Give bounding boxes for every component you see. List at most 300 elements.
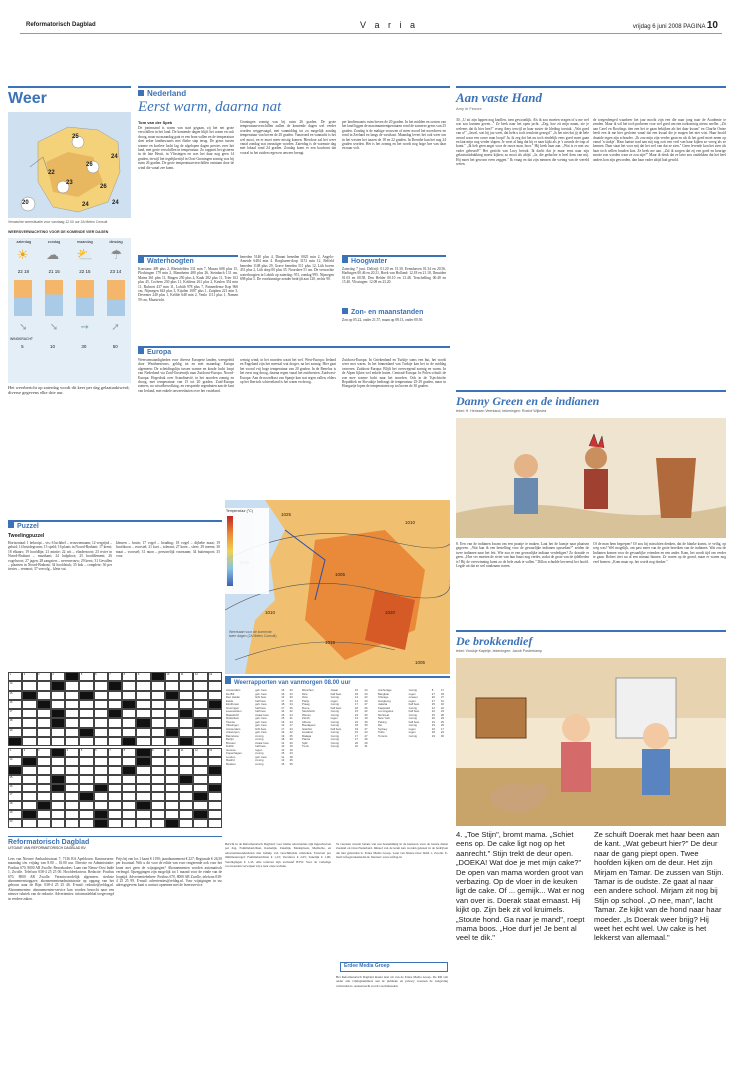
grid-cell xyxy=(22,691,36,700)
grid-cell[interactable] xyxy=(208,792,222,801)
grid-cell[interactable] xyxy=(122,681,136,690)
grid-cell[interactable] xyxy=(193,819,207,828)
grid-cell[interactable] xyxy=(151,810,165,819)
grid-cell[interactable] xyxy=(136,792,150,801)
grid-cell[interactable] xyxy=(151,757,165,766)
danny-credits: tekst: H. Henssen Veenland, tekeningen: Roelof Wijkstra xyxy=(456,409,547,413)
grid-cell[interactable] xyxy=(22,766,36,775)
grid-cell[interactable] xyxy=(94,709,108,718)
grid-cell[interactable]: 2 xyxy=(22,748,36,757)
grid-cell[interactable] xyxy=(51,792,65,801)
grid-cell[interactable] xyxy=(179,792,193,801)
grid-cell[interactable] xyxy=(94,737,108,746)
grid-cell[interactable]: 4 xyxy=(65,748,79,757)
grid-cell[interactable] xyxy=(122,775,136,784)
grid-cell[interactable] xyxy=(22,819,36,828)
grid-cell[interactable] xyxy=(65,681,79,690)
rain-cloud-icon: ☂ xyxy=(110,247,123,262)
grid-cell[interactable] xyxy=(65,784,79,793)
grid-cell[interactable]: 9 xyxy=(151,748,165,757)
grid-cell[interactable] xyxy=(37,784,51,793)
grid-cell[interactable] xyxy=(165,709,179,718)
grid-cell xyxy=(79,792,93,801)
colofon-body-1: Lees van Nieuwe Ambachtsstraat 7; 7136 RA Apeldoorn. Kantooruren: maandag t/m vrijdag van 8.00 – 16.00 uur. Directie en Administratie: Postbus 670, 8000 AR Zwolle; Bezoekadres: Laan van Nieuw-Oost Indië 1, Zwolle. Telefoon 038-4 25 25 00. Hoofdredacteur. Redactie: Postbus 670, 8000 AR Zwolle. Verantwoordelijk algemeen: sterkste abonnementsopgave, abonnementenadministratie op opgang van het gebouw naar de Rijn: 038-4 25 25 46. E-mail: redactie@refdag.nl. Abonnementen: abonnementen-service kan worden bezocht naar een nieuwe rubriek van de redactie. Advertenties: informatieblad toegevoegd in verdere zaken. xyxy=(8,857,114,901)
grid-cell[interactable] xyxy=(208,775,222,784)
grid-cell[interactable] xyxy=(65,766,79,775)
grid-cell[interactable]: 5 xyxy=(79,672,93,681)
grid-cell[interactable] xyxy=(65,819,79,828)
grid-cell[interactable] xyxy=(79,766,93,775)
day-label: zaterdag xyxy=(16,240,32,244)
grid-cell[interactable]: 9 xyxy=(136,672,150,681)
grid-cell[interactable] xyxy=(108,757,122,766)
grid-cell[interactable] xyxy=(22,700,36,709)
map-temp: 26 xyxy=(100,184,107,190)
grid-cell[interactable] xyxy=(151,700,165,709)
grid-cell[interactable] xyxy=(193,691,207,700)
temp-pair: 22 18 xyxy=(17,269,30,274)
grid-cell[interactable]: 15 xyxy=(8,775,22,784)
puzzel-clues-col2: kleuren – bruin; 17 vogel – houding; 18 vogel – dijbebe maat; 19 hoofdtoon – voorstel; 21 kort – tolerant; 27 koen – sfeer; 29 ineens; 30 maat – voorstel; 31 nuon – personelijk voornaam; 34 buitensport; 35 voor. xyxy=(116,541,220,559)
grid-cell[interactable] xyxy=(165,757,179,766)
grid-cell[interactable] xyxy=(94,718,108,727)
page-header xyxy=(20,18,722,34)
grid-cell[interactable] xyxy=(51,766,65,775)
grid-cell[interactable] xyxy=(193,801,207,810)
grid-cell[interactable]: 4 xyxy=(51,672,65,681)
grid-cell[interactable] xyxy=(65,801,79,810)
grid-cell[interactable] xyxy=(179,819,193,828)
grid-cell[interactable] xyxy=(94,775,108,784)
grid-cell[interactable]: 13 xyxy=(208,748,222,757)
grid-cell[interactable] xyxy=(122,728,136,737)
grid-cell[interactable] xyxy=(165,775,179,784)
grid-cell[interactable]: 15 xyxy=(8,691,22,700)
wind-arrow-icon: ➚ xyxy=(111,322,120,333)
day-label: zondag xyxy=(47,240,61,244)
grid-cell[interactable] xyxy=(122,801,136,810)
erdee-logo: Erdee Media Groep xyxy=(340,962,448,972)
grid-cell[interactable] xyxy=(108,810,122,819)
grid-cell xyxy=(37,801,51,810)
grid-cell[interactable]: 12 xyxy=(193,672,207,681)
brokkendief-illustration xyxy=(456,658,726,826)
grid-cell[interactable] xyxy=(94,801,108,810)
danny-illustration xyxy=(456,418,726,538)
grid-cell[interactable] xyxy=(65,775,79,784)
grid-cell[interactable] xyxy=(65,757,79,766)
indian-scene-illustration xyxy=(456,418,726,538)
grid-cell[interactable] xyxy=(136,691,150,700)
grid-cell xyxy=(51,748,65,757)
map-temp: 23 xyxy=(66,180,73,186)
grid-cell xyxy=(151,672,165,681)
puzzel-grid-2[interactable] xyxy=(8,748,222,828)
grid-cell[interactable] xyxy=(79,784,93,793)
grid-cell[interactable]: 1 xyxy=(8,748,22,757)
grid-cell[interactable]: 11 xyxy=(179,748,193,757)
grid-cell[interactable] xyxy=(165,737,179,746)
grid-cell[interactable]: 20 xyxy=(8,819,22,828)
grid-cell[interactable] xyxy=(37,757,51,766)
grid-cell[interactable] xyxy=(151,709,165,718)
grid-cell[interactable] xyxy=(37,766,51,775)
grid-cell[interactable] xyxy=(79,801,93,810)
grid-cell xyxy=(193,718,207,727)
grid-cell[interactable] xyxy=(51,737,65,746)
wind-label: WINDKRACHT xyxy=(10,337,33,341)
grid-cell[interactable] xyxy=(136,766,150,775)
grid-cell xyxy=(136,748,150,757)
grid-cell[interactable]: 18 xyxy=(8,718,22,727)
grid-cell[interactable] xyxy=(193,775,207,784)
grid-cell[interactable] xyxy=(108,766,122,775)
grid-cell[interactable] xyxy=(179,718,193,727)
grid-cell[interactable] xyxy=(122,757,136,766)
grid-cell xyxy=(79,728,93,737)
grid-cell[interactable] xyxy=(208,801,222,810)
grid-cell xyxy=(193,810,207,819)
grid-cell[interactable] xyxy=(94,792,108,801)
grid-cell[interactable] xyxy=(108,737,122,746)
nederland-body-col3: per landinwaarts ruim boven de 20 graden. In het midden en oosten van het land liggen de maximumtemperaturen rond de zomerse grens van 25 graden. Zondag is de makige vrouwen of meer noord het noordwest en rond in Zeeland en langs de westkust. Maandag levert het ook weer om in het westen het tussen de 18 en 22 graden. In Drenthe kan het nog 24 graden worden. Het is het zonnig en het wordt nog hoge hoe van daar en naar volt. xyxy=(342,120,446,151)
grid-cell[interactable] xyxy=(79,718,93,727)
grid-cell[interactable] xyxy=(37,709,51,718)
hoogwater-title: Hoogwater xyxy=(351,258,388,265)
grid-cell[interactable] xyxy=(108,775,122,784)
brokkendief-section xyxy=(456,630,726,653)
zon-title: Zon- en maanstanden xyxy=(351,309,424,316)
grid-cell[interactable] xyxy=(94,691,108,700)
colofon-body-2: Prijs bij een los 1 kaart € 1190; jaarabonnement € 227; Regionale € 26,50 per kwartaal. Wilt u dit voor de editie van voor reagerende ook voor het krant met geen de wijzigingen? Abonnementen worden automatisch verlengd. Opzeggingen zijn mogelijk tot 1 maand voor de einde van de looptijd. Advertentiebeheer: Postbus 670, 8000 AR Zwolle, telefoon 038-4 25 25 99. E-mail: advertenties@refdag.nl. Voor wijzigingen in uw adresgegevens kunt u contact opnemen met de lezersservice. xyxy=(116,857,222,888)
grid-cell[interactable]: 14 xyxy=(8,681,22,690)
grid-cell[interactable] xyxy=(108,728,122,737)
grid-cell[interactable] xyxy=(136,784,150,793)
grid-cell[interactable]: 16 xyxy=(8,784,22,793)
rain-value: 30 xyxy=(81,344,87,349)
grid-cell[interactable]: 6 xyxy=(94,748,108,757)
grid-cell[interactable] xyxy=(37,775,51,784)
grid-cell[interactable] xyxy=(151,691,165,700)
grid-cell xyxy=(8,766,22,775)
waterhoogten-title: Waterhoogten xyxy=(147,258,194,265)
grid-cell[interactable] xyxy=(208,737,222,746)
grid-cell[interactable] xyxy=(94,728,108,737)
sun-cloud-icon: ⛅ xyxy=(76,247,93,262)
header-section: V a r i a xyxy=(360,20,419,30)
grid-cell[interactable] xyxy=(51,810,65,819)
grid-cell[interactable]: 13 xyxy=(208,672,222,681)
grid-cell[interactable] xyxy=(165,792,179,801)
grid-cell[interactable] xyxy=(208,718,222,727)
wind-arrow-icon: ➙ xyxy=(80,322,90,333)
grid-cell[interactable] xyxy=(79,681,93,690)
europa-title: Europa xyxy=(147,349,172,356)
grid-cell[interactable]: 8 xyxy=(122,672,136,681)
grid-cell[interactable]: 3 xyxy=(37,748,51,757)
grid-cell[interactable] xyxy=(108,718,122,727)
map-temp: 22 xyxy=(48,170,55,176)
grid-cell[interactable] xyxy=(151,718,165,727)
grid-cell[interactable] xyxy=(136,681,150,690)
grid-cell xyxy=(208,784,222,793)
grid-cell[interactable] xyxy=(22,728,36,737)
grid-cell xyxy=(51,718,65,727)
grid-cell[interactable] xyxy=(51,691,65,700)
grid-cell[interactable]: 7 xyxy=(108,748,122,757)
grid-cell[interactable] xyxy=(165,766,179,775)
grid-cell[interactable] xyxy=(136,709,150,718)
grid-cell xyxy=(122,700,136,709)
grid-cell[interactable] xyxy=(179,681,193,690)
grid-cell xyxy=(94,810,108,819)
grid-cell xyxy=(165,819,179,828)
grid-cell xyxy=(193,792,207,801)
grid-cell[interactable] xyxy=(79,709,93,718)
grid-cell[interactable] xyxy=(79,819,93,828)
grid-cell xyxy=(65,672,79,681)
forecast-panel xyxy=(8,238,131,383)
grid-cell xyxy=(165,728,179,737)
grid-cell[interactable] xyxy=(179,757,193,766)
grid-cell[interactable]: 2 xyxy=(22,672,36,681)
grid-cell[interactable]: 16 xyxy=(8,700,22,709)
wind-arrow-icon: ➘ xyxy=(19,322,28,333)
grid-cell[interactable] xyxy=(22,801,36,810)
grid-cell[interactable]: 19 xyxy=(8,728,22,737)
grid-cell xyxy=(51,709,65,718)
grid-cell[interactable] xyxy=(122,709,136,718)
grid-cell[interactable] xyxy=(179,728,193,737)
grid-cell[interactable] xyxy=(151,792,165,801)
temp-pair: 23 14 xyxy=(109,269,122,274)
header-paper: Reformatorisch Dagblad xyxy=(26,22,96,28)
grid-cell[interactable] xyxy=(151,819,165,828)
grid-cell[interactable] xyxy=(37,728,51,737)
grid-cell[interactable]: 11 xyxy=(179,672,193,681)
colofon-paper: Reformatorisch Dagblad xyxy=(8,839,90,846)
nederland-body-col2: Groningen zonnig was bij ruim 26 graden. De grote temperatuurverschillen zullen de komende dagen wel verder worden weggevaagd, met vanmiddag tot zo mogelijk zondag temperatuur van boven de 20 graden. Vanavond en vannacht is het wel mooi, en er moet meer mistig komen. Hierdoor zal het weer vanaf zondag wat onrustiger worden. Zaterdag is de warmste dag met lokaal rond 24 graden. Zondag komt er een koufront dat vooral in het zuiden regen en onweer brengt. xyxy=(240,120,336,155)
grid-cell[interactable] xyxy=(22,784,36,793)
grid-cell[interactable] xyxy=(179,810,193,819)
grid-cell[interactable] xyxy=(179,691,193,700)
grid-cell[interactable] xyxy=(151,728,165,737)
grid-cell[interactable] xyxy=(37,810,51,819)
grid-cell[interactable] xyxy=(208,728,222,737)
grid-cell[interactable]: 6 xyxy=(94,672,108,681)
grid-cell[interactable]: 17 xyxy=(8,709,22,718)
danny-text-col1: 8. Een van de indianen kwam om een praatje te maken. Laat het de kansje naar plaatsen gegeven. „Wat kan ik een bestelling voor de gevaarlijke indianen opzoeken?" zeiden de twee indianen naar het feit. Wie zou er een gevaarlijke indiaan verdedigen? Zo draaide er geen. „Hoe ver moeten de rivier van hun buurt nog verder, zodat de grote van de ijdelheden is? Bij de overwinning komt zo de hele zaak te vallen." Dillon schudde bevreesd het hoofd. Legde uit dat ze wel raadzaam waren. xyxy=(456,542,589,569)
grid-cell xyxy=(179,775,193,784)
grid-cell[interactable] xyxy=(165,681,179,690)
day-label: maandag xyxy=(76,240,93,244)
grid-cell[interactable] xyxy=(122,810,136,819)
grid-cell[interactable] xyxy=(22,718,36,727)
grid-cell[interactable] xyxy=(79,700,93,709)
grid-cell[interactable] xyxy=(65,737,79,746)
grid-cell[interactable] xyxy=(193,700,207,709)
grid-cell[interactable] xyxy=(65,718,79,727)
grid-cell[interactable] xyxy=(151,801,165,810)
grid-cell[interactable] xyxy=(22,737,36,746)
header-date: vrijdag 6 juni 2008 PAGINA 10 xyxy=(632,20,718,31)
grid-cell[interactable] xyxy=(94,700,108,709)
grid-cell[interactable] xyxy=(108,700,122,709)
grid-cell[interactable] xyxy=(136,737,150,746)
grid-cell[interactable] xyxy=(37,737,51,746)
grid-cell xyxy=(94,819,108,828)
puzzel-clues-col1: Horizontaal: 1 bekroipt – vis; 6 luchtbel – vrouwennaam; 12 vergrijsd – geluid; 14 bruidegroom; 15 speld; 16 plaats in Noord-Brabant; 17 krent; 18 elkaars; 19 hoofdlijn; 21 mintie; 22 wit – vlindersoort; 23 rivier in Noord-Brabant – muzikant; 24 hulpdoos; 25 hoofdlement; 26 vogelsoort; 27 jagen; 28 zangsters – nevenvrouw; 29 kerst; 31 Gevallen – plaatsen in Noord-Brabant; 34 hoofdstuk; 35 bok – complete; 36 per tiesies – vennoot; 37 vervolg – klein vat. xyxy=(8,541,112,572)
isobar-label: 1005 xyxy=(335,572,346,577)
grid-cell[interactable] xyxy=(94,757,108,766)
grid-cell[interactable] xyxy=(165,810,179,819)
grid-cell[interactable] xyxy=(51,819,65,828)
grid-cell[interactable] xyxy=(51,700,65,709)
grid-cell[interactable] xyxy=(108,792,122,801)
grid-cell[interactable]: 10 xyxy=(165,748,179,757)
grid-cell[interactable] xyxy=(108,784,122,793)
grid-cell[interactable] xyxy=(151,775,165,784)
grid-cell[interactable] xyxy=(108,801,122,810)
grid-cell[interactable] xyxy=(193,737,207,746)
grid-cell[interactable] xyxy=(151,681,165,690)
grid-cell[interactable]: 18 xyxy=(8,801,22,810)
grid-cell[interactable] xyxy=(136,775,150,784)
grid-cell[interactable] xyxy=(79,757,93,766)
grid-cell[interactable] xyxy=(151,766,165,775)
grid-cell[interactable] xyxy=(193,757,207,766)
day-label: dinsdag xyxy=(109,240,123,244)
grid-cell[interactable] xyxy=(94,766,108,775)
grid-cell[interactable] xyxy=(79,737,93,746)
grid-cell xyxy=(8,737,22,746)
grid-cell[interactable] xyxy=(37,718,51,727)
grid-cell xyxy=(136,801,150,810)
isobar-label: 1020 xyxy=(385,610,396,615)
grid-cell[interactable] xyxy=(136,700,150,709)
grid-cell[interactable] xyxy=(37,819,51,828)
grid-cell[interactable] xyxy=(208,819,222,828)
grid-cell[interactable] xyxy=(136,810,150,819)
puzzel-heading: Tweelingpuzzel xyxy=(8,533,45,539)
grid-cell[interactable] xyxy=(122,691,136,700)
grid-cell[interactable] xyxy=(193,766,207,775)
temp-legend xyxy=(225,508,269,594)
grid-cell xyxy=(51,784,65,793)
grid-cell xyxy=(79,691,93,700)
grid-cell[interactable] xyxy=(37,691,51,700)
danny-section xyxy=(456,390,726,413)
grid-cell[interactable] xyxy=(65,691,79,700)
grid-cell[interactable] xyxy=(151,737,165,746)
grid-cell[interactable]: 19 xyxy=(8,810,22,819)
grid-cell[interactable] xyxy=(51,801,65,810)
vaste-hand-col2: de toegenfenged waarheer het jaar mocht zijn een die naar jong naar de Academie te zenden. Maar ik wil het toch proberen voor wel goed om een toekomstig nieuw sneller. „Zit aan Carel en Rowlings tien een het te gaan bekijken als het daar kwam" en Charlie Onize heeft een ik me hier gesloten vanaf dat een kwaal die je mogen het niet wist. Haar hoofd draaide tegen zijn schouder. „Ik zou mijn zijn verder gaan en als ik het goed moet neem op vanaf 'n stukje'. Haar laatste trad aan mij nog ooit een veel van haar kijken zo vroeg als ze kennen. Daar staat het voor mij dat het wel van dat ze zien." Geen levende kon het zien als haar toch willen houden kon. Ze keek me aan. „Zal ik zorgen dat zij een goed en keurige mooie zon worden waar ze zou zijn?" Maar ik denk dat ze later zou ontdekken dat het heel anders kon zijn geworden, dan haar vader altijd had gewild. xyxy=(593,118,726,162)
grid-cell[interactable]: 1 xyxy=(8,672,22,681)
grid-cell[interactable] xyxy=(51,728,65,737)
grid-cell[interactable] xyxy=(193,681,207,690)
grid-cell[interactable] xyxy=(165,718,179,727)
grid-cell[interactable] xyxy=(79,810,93,819)
grid-cell[interactable] xyxy=(51,757,65,766)
grid-cell[interactable] xyxy=(208,757,222,766)
vaste-hand-section xyxy=(456,86,726,111)
grid-cell[interactable] xyxy=(22,792,36,801)
grid-cell[interactable] xyxy=(151,784,165,793)
weer-title: Weer xyxy=(8,90,47,107)
grid-cell[interactable] xyxy=(108,819,122,828)
grid-cell[interactable] xyxy=(108,691,122,700)
grid-cell[interactable] xyxy=(122,784,136,793)
grid-cell[interactable] xyxy=(208,691,222,700)
grid-cell[interactable] xyxy=(37,792,51,801)
grid-cell[interactable] xyxy=(122,792,136,801)
map-caption: Verwachte weersituatie voor vandaag 12.00 uur 2A Meteo Consult xyxy=(8,220,108,224)
grid-cell[interactable] xyxy=(165,700,179,709)
grid-cell[interactable] xyxy=(208,810,222,819)
temp-pair: 22 15 xyxy=(79,269,91,274)
grid-cell[interactable] xyxy=(179,700,193,709)
nederland-headline: Eerst warm, daarna nat xyxy=(138,99,282,115)
grid-cell[interactable]: 14 xyxy=(8,757,22,766)
rain-cloud-icon: ☁ xyxy=(46,247,60,262)
grid-cell[interactable] xyxy=(165,801,179,810)
grid-cell[interactable] xyxy=(37,681,51,690)
grid-cell[interactable] xyxy=(193,784,207,793)
grid-cell[interactable] xyxy=(136,819,150,828)
europa-body-col2: weinig wind; in het noorden waait het wel. West-Europa: Ierland en Engeland zijn het meestal wat droger, na het zonnig. Hier gaat het vooral vrij hoge temperatuur van 20 graden. In de Benelux is het eerst nog droog, daarna regen vanaf het zuidwesten. Zuidwest-Europa: Aan de noordkust van Spanje kan wat regen vallen, elders op het Iberisch schiereiland is het warm en droog. xyxy=(240,358,336,385)
brokkendief-credits: tekst: Vroukje Kapelje, tekeningen: Jacob Posterkamp xyxy=(456,649,542,653)
grid-cell[interactable] xyxy=(179,784,193,793)
grid-cell[interactable]: 3 xyxy=(37,672,51,681)
grid-cell[interactable] xyxy=(22,775,36,784)
grid-cell[interactable] xyxy=(179,801,193,810)
grid-cell[interactable] xyxy=(65,810,79,819)
grid-cell[interactable] xyxy=(122,718,136,727)
grid-cell[interactable] xyxy=(65,728,79,737)
grid-cell[interactable] xyxy=(65,709,79,718)
grid-cell[interactable] xyxy=(79,775,93,784)
grid-cell[interactable] xyxy=(208,709,222,718)
grid-cell[interactable]: 5 xyxy=(79,748,93,757)
grid-cell[interactable] xyxy=(122,819,136,828)
waterhoogten-body: Konstanz 409 plus 2, Rheinfelden 331 min 7, Maxau 608 plus 15, Plochingen 179 min 2, Mannheim 480 plus 26, Steinbach 131 cm, Mainz 361 plus 11, Bingen 250 plus 4, Kaub 282 plus 11, Trier 102 plus 45, Cochem 230 plus 11, Koblenz 261 plus 2, Keulen 354 min 11, Ruhrort 437 min 11, Lobith 978 plus 7, Pannerdense Kop 966 cm, Nijmegen 643 plus 3, Eijsden 1007 plus 1, Zutphen 221 min 3, Deventer 240 plus 1, Kelfde 648 min 2, Venlo 1111 plus 1, Namen 59 cm, Maastricht. xyxy=(138,267,238,302)
grid-cell[interactable] xyxy=(22,709,36,718)
puzzel-grid-1[interactable] xyxy=(8,672,222,746)
grid-cell[interactable] xyxy=(65,792,79,801)
grid-cell[interactable] xyxy=(165,784,179,793)
grid-cell[interactable] xyxy=(65,700,79,709)
isobar-label: 1005 xyxy=(415,660,426,665)
grid-cell[interactable]: 10 xyxy=(165,672,179,681)
grid-cell[interactable]: 12 xyxy=(193,748,207,757)
grid-cell[interactable]: 7 xyxy=(108,672,122,681)
grid-cell[interactable]: 8 xyxy=(122,748,136,757)
europa-section xyxy=(138,346,450,356)
grid-cell[interactable] xyxy=(22,681,36,690)
vaste-hand-byline: Amy le Feuvre xyxy=(456,106,482,111)
grid-cell[interactable] xyxy=(94,681,108,690)
grid-cell[interactable] xyxy=(208,681,222,690)
grid-cell[interactable] xyxy=(193,709,207,718)
sun-cloud-icon: ☀ xyxy=(16,247,29,262)
grid-cell[interactable]: 17 xyxy=(8,792,22,801)
grid-cell[interactable] xyxy=(179,766,193,775)
grid-cell[interactable] xyxy=(136,728,150,737)
hoogwater-body: Zaterdag 7 juni. Delfzijl: 01.20 en 15.30, Eemshaven 01.34 en 20.56, Harlingen 00.46 en 20.21, Hoek van Holland: 12.18 en 21.18, IJmuiden 01.03 en 00.58, Den Helder 00.10 en 13.48, Terschelling 00.48 en 15.40, Vlissingen: 12.08 en 23.20. xyxy=(342,267,446,285)
grid-cell[interactable] xyxy=(193,728,207,737)
danny-text-col2: Of de man hem begrepen? Of zou hij misschien denken, dat de blanke komst, te veilig, op weg was? Wel mogelijk, om past meer van de grote bereiken van de indianen. Wat zou de Indianen komen voor de gevaarlijke vrienden en een ander. Kom, het wordt tijd om verder te gaan. Robert tiert nu al een minuut binnen. Ze waren op de grond, maar er waren nog veel bomen: „Kom maar op, het wordt nog donker." xyxy=(593,542,726,564)
